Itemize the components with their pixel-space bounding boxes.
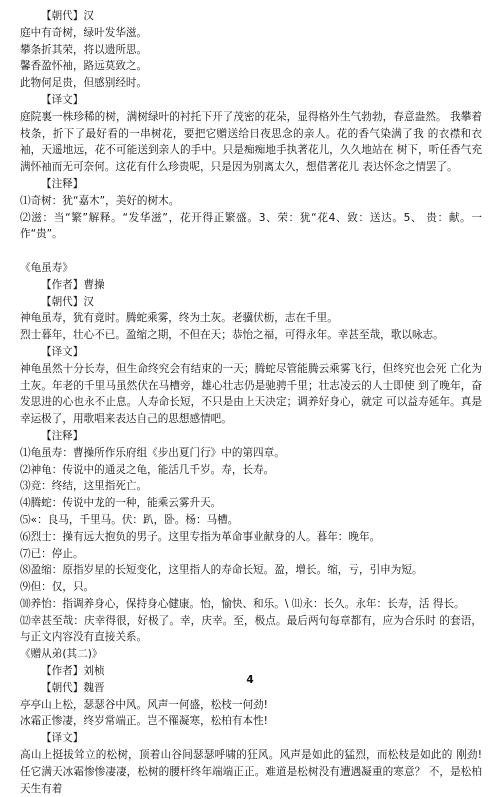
text-line: ⑴奇树：犹“嘉木”，美好的树木。 [20, 194, 180, 207]
text-line: 【朝代】汉 [41, 10, 94, 22]
page-number: 4 [246, 674, 254, 686]
text-line: 亭亭山上松，瑟瑟谷中风。风声一何盛，松枝一何劲! [20, 698, 268, 711]
text-line: 神龟虽寿，犹有竟时。腾蛇乘雾，终为土灰。老骥伏枥，志在千里。 [20, 312, 338, 325]
text-line: 【注释】 [41, 177, 84, 190]
text-line: 【朝代】魏晋 [41, 681, 105, 694]
text-line: 【朝代】汉 [41, 295, 94, 308]
text-line: 【作者】曹操 [41, 278, 105, 291]
text-line: 馨香盈怀袖，路远莫致之。 [20, 60, 148, 73]
text-line: 《龟虽寿》 [20, 261, 73, 274]
text-line: ⑶竞：终结，这里指死亡。 [20, 480, 148, 493]
text-line: ⑼但：仅，只。 [20, 581, 95, 594]
text-line: 【译文】 [41, 345, 84, 358]
text-line: ⑸«：良马，千里马。伏：趴，卧。杨：马槽。 [20, 513, 239, 526]
text-line: 攀条折其荣，将以遗所思。 [20, 43, 148, 56]
text-line: ⑺已：停止。 [20, 547, 84, 560]
text-line: ⑽养怡：指调养身心，保持身心健康。怡，愉快、和乐。\ ⑾永：长久。永年：长寿，活 得长。 [20, 597, 465, 610]
text-line: 冰霜正惨凄，终岁常端正。岂不罹凝寒，松柏有本性! [20, 715, 268, 728]
text-line: ⑴龟虽寿：曹操所作乐府组《步出夏门行》中的第四章。 [20, 446, 285, 459]
text-line: 此物何足贵，但感别经时。 [20, 77, 148, 90]
text-line: 【作者】刘桢 [41, 665, 105, 678]
text-line: 《赠从弟(其二)》 [20, 648, 103, 661]
text-line: 烈士暮年，壮心不已。盈缩之期，不但在天；恭怡之福，可得永年。幸甚至哉，歌以咏志。 [20, 329, 444, 342]
text-line: ⑻盈缩：原指岁星的长短变化，这里指人的寿命长短。盈，增长。缩，亏，引申为短。 [20, 564, 423, 577]
text-line: ⑵神龟：传说中的通灵之龟，能活几千岁。寿，长寿。 [20, 463, 275, 476]
text-line: 【注释】 [41, 429, 84, 442]
text-line: ⑷腾蛇：传说中龙的一种，能乘云雾升天。 [20, 497, 222, 510]
text-line: 高山上挺拔耸立的松树，顶着山谷间瑟瑟呼啸的狂风。风声是如此的猛烈，而松枝是如此的 刚劲! 任它满天冰霜惨惨凄凄，松树的腰杆终年端端正正。难道是松树没有遭遇凝重的寒意？ 不，是松柏天生有着 [20, 749, 482, 795]
text-line: 【译文】 [41, 93, 84, 106]
text-line: 庭中有奇树，绿叶发华滋。 [20, 26, 148, 39]
text-line: 庭院裏一株珍稀的树，满树绿叶的衬托下开了茂密的花朵，显得格外生气勃勃，春意盎然。 我攀着枝条，折下了最好看的一串树花，要把它赠送给日夜思念的亲人。花的香气染满了我 的衣襟和衣袖，天遥地远，花不可能送到亲人的手中。只是痴痴地手执著花儿，久久地站在 树下，听任香气充满怀袖而无可奈何。这花有什么珍贵呢，只是因为别离太久，想借著花儿 表达怀念之情罢了。 [20, 110, 482, 174]
text-line: ⑹烈士：操有远大抱负的男子。这里专指为革命事业献身的人。暮年：晚年。 [20, 530, 381, 543]
text-line: ⑿幸甚至哉：庆幸得很，好极了。幸，庆幸。至，极点。最后两句每章都有，应为合乐时 的套语，与正文内容没有直接关系。 [20, 614, 482, 644]
blank-line [20, 243, 482, 260]
text-line: ⑵滋：当“繁”解释。“发华滋”，花开得正繁盛。3、荣：犹“花4、致：送达。5、 贵：献。一作“贵”。 [20, 211, 482, 241]
text-line: 神龟虽然十分长寿，但生命终究会有结束的一天；腾蛇尽管能腾云乘雾飞行，但终究也会死 亡化为土灰。年老的千里马虽然伏在马槽旁，雄心壮志仍是驰骋千里；壮志凌云的人士即使 到了晚年，奋发思进的心也永不止息。人寿命长短，不只是由上天决定；调养好身心，就定 可以益寿延年。真是幸运极了，用歌唱来表达自己的思想感情吧。 [20, 362, 482, 426]
text-line: 【译文】 [41, 732, 84, 745]
